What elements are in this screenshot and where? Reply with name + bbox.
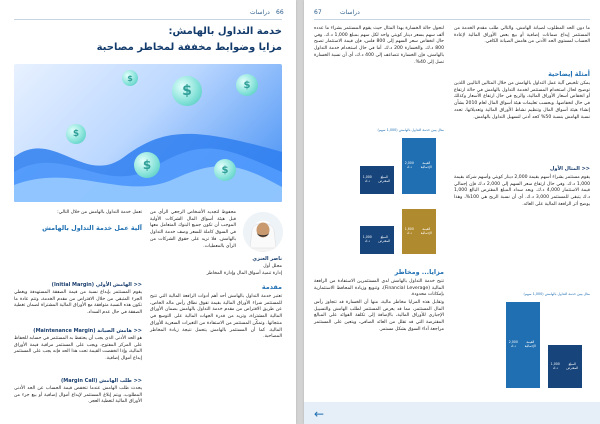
chart-bar — [402, 209, 436, 254]
bullet-initial-margin-text: يقوم المستثمر بإيداع نسبة من قيمة الصفقة المستهدفة ويغطي الجزء المتبقي من خلال الاقتراض من مقدم الخدمة، وتتم عادة ما تكون هذه النسبة متوافقة مع الأوراق المالية المشتراة لضمان تغطية الصفقة في حال عدم السداد. — [14, 290, 142, 316]
chart-bar-sublabel: القيمة الإجمالية — [420, 161, 432, 169]
chart-bar — [548, 345, 582, 388]
advantages-heading: مزايا... ومخاطر — [394, 268, 444, 276]
abstract-text-cont: تعمل خدمة التداول بالهامش من خلال التالي: — [57, 210, 142, 215]
chart-example-middle — [314, 196, 444, 256]
coin-icon: $ — [214, 159, 236, 181]
chart-bar — [506, 302, 540, 388]
abstract-text: محفوظ لتجديد الأشخاص الرجعي الرأي من قبل هيئة أسواق المال الشركات الأولية الموجب أن تكون جميع البنوك المتعامل معها في السوق كاملة للسعر وصف خدمة التداول بالهامش. فلا تزيد على حقوق الشركات من الرأي بالمعطيات. — [150, 210, 236, 249]
chart-bar-label: 2,000 د.ك — [404, 161, 414, 169]
chart-example-top — [314, 136, 444, 196]
chart-bar-sublabel: القيمة الإجمالية — [524, 340, 536, 348]
bullet-initial-margin: << الهامش الأولي (Initial Margin) — [51, 282, 142, 288]
bullet-maintenance-margin: << هامش الصيانة (Maintenance Margin) — [33, 328, 142, 334]
chart-bar-label: 1,000 د.ك — [362, 235, 372, 243]
chart-bar-label: 1,000 د.ك — [550, 361, 560, 370]
chart-bar — [402, 138, 436, 194]
coin-icon: $ — [236, 74, 258, 96]
col-right-top-text: ما دون الحد المطلوب لصيانة الهامش، والتالي طلب مقدم الخدمة من المستثمر إيداع ضمانات إضافية أو بيع بعض الأوراق المالية لإعادة الحساب لمستوى الحد الأدنى من هامش الصيانة الكافي. — [454, 26, 590, 45]
chart-top-title: مثال يبين خدمة التداول بالهامش (1,000 سهم) — [377, 128, 444, 132]
chart-bottom-title: مثال يبين خدمة التداول بالهامش (1,000 سهم) — [523, 292, 590, 296]
bullet-margin-call: << طلب الهامش (Margin Call) — [60, 378, 142, 384]
chart-bar — [360, 226, 394, 254]
page-header-title: دراسات — [250, 9, 270, 16]
examples-text: يمكن تلخيص آلية عمل التداول بالهامش من خلال المثالين التاليين اللذين توضيح لحال استخدام المستثمر لخدمة التداول بالهامش في حالة ارتفاع أو انخفاض أسعار الأوراق المالية، والربح في حال ارتفاع الأسعار وكذلك في حال انخفاضها. وبحسب تعليمات هيئة أسواق المال لعام 2010 بشأن إنشاء هيئة أسواق المال وتنظيم نشاط الأوراق المالية وتعديلاتها، تحدد نسبة الهامش بنسبة 50% كحد أدنى لتسهيل التداول بالهامش. — [454, 81, 590, 120]
advantages-text: وتقابل هذه المزايا مخاطر مالية، منها أن الخسارة قد تتجاوز رأس المال المستثمر، مما قد يعرض المستثمر لطلب الهامش والتسييل الإجباري للأوراق المالية، بالإضافة إلى تكلفة الفوائد على المبالغ المقترضة التي قد تقلل من العائد الصافي، ويتعين على المستثمر مراجعة أداء السوق بشكل مستمر. — [314, 300, 444, 332]
author-department: إدارة تنمية أسواق المال وإدارة المخاطر — [206, 271, 282, 276]
intro-heading: مقدمة — [261, 283, 282, 291]
mechanism-heading: آلية عمل خدمة التداول بالهامش — [42, 224, 142, 232]
chart-bar-sublabel: المبلغ المقترض — [378, 175, 391, 183]
coin-icon: $ — [66, 124, 86, 144]
advantages-intro: تتيح خدمة التداول بالهامش لدى المستثمرين الاستفادة من الرافعة المالية (Financial Leverage)، وتنويع وزيادة المحافظ الاستثمارية بإمكانات محدودة. — [314, 279, 445, 298]
examples-heading: أمثلة إيضاحية — [548, 70, 590, 78]
right-page — [304, 0, 600, 424]
chart-bar-sublabel: المبلغ المقترض — [566, 361, 579, 370]
chart-example-bottom — [454, 300, 590, 390]
author-title: محلل أول — [263, 264, 282, 269]
chart-bar — [360, 166, 394, 194]
author-avatar — [243, 212, 283, 252]
example1-heading: << المثال الأول — [550, 166, 590, 172]
chart-bar-label: 1,000 د.ك — [362, 175, 372, 183]
intro-text: تعتبر خدمة التداول بالهامش أحد أهم أدوات الرافعة المالية التي تتيح للمستثمر شراء الأوراق المالية بقيمة تفوق نطاق رأس ماله الخاص، عن طريق الاقتراض من مقدم خدمة التداول بالهامش بضمان الأوراق المالية المشتراة، وتزيد من قدرة الجهات المالية على التوسع في منتجاتها. وتمكّن المستثمر من الاستفادة من التغيرات السعرية للأوراق المالية. كما أن المستثمر بالهامش يتحمل نتيجة زيادة المخاطر المصاحبة. — [150, 294, 282, 340]
chart-bar-label: 1,600 د.ك — [404, 226, 414, 235]
chart-bar-label: 2,000 د.ك — [508, 340, 518, 348]
coin-icon: $ — [172, 76, 202, 106]
header-divider — [14, 19, 282, 20]
hero-illustration — [14, 64, 282, 202]
bullet-maintenance-margin-text: هو الحد الأدنى الذي يجب أن يحتفظ به المستثمر في حسابه للحفاظ على المركز المفتوح، ويجب على المستثمر مراقبة قيمة الأوراق المالية، وإذا انخفضت القيمة تحت هذا الحد فإنه يجب على المستثمر إيداع أموال إضافية. — [14, 336, 142, 362]
page-number: 67 — [314, 9, 322, 16]
coin-icon: $ — [122, 70, 138, 86]
footer-bar — [304, 402, 600, 424]
chart-bar-sublabel: القيمة الإجمالية — [420, 226, 432, 235]
author-name: ناصر العنزي — [252, 256, 282, 262]
bullet-margin-call-text: يحدث طلب الهامش عندما تنخفض قيمة الحساب عن الحد الأدنى المطلوب، ويتم إبلاغ المستثمر لإيداع أموال إضافية أو بيع جزء من الأوراق المالية لتغطية العجز. — [14, 386, 142, 405]
coin-icon: $ — [134, 152, 160, 178]
example1-text: يقوم مستثمر بشراء أسهم بقيمة 2,000 دينار كويتي وأسهم شركة بقيمة 1,000 د.ك. وفي حال ارتفاع سعر السهم إلى 2,000 د.ك فإن إجمالي قيمة الاستثمار 4,000 د.ك. وبعد سداد المبلغ المقترض البالغ 1,000 د.ك يتبقى للمستثمر 3,000 د.ك. أي أن نسبة الربح هي 100%، وهذا يوضح أثر الرافعة المالية على العائد. — [454, 175, 591, 207]
chart-bar-sublabel: المبلغ المقترض — [378, 235, 391, 243]
header-divider — [314, 19, 590, 20]
col-left-top-text: لنحول حالة الخسارة بهذا المثال حيث يقوم المستثمر بشراء ما عدده ألف سهم بسعر دينار كويتي واحد لكل سهم بمبلغ 1,000 د.ك. وفي حال انخفاض سعر السهم إلى 800 فلس، فإن قيمة الاستثمار تصبح 800 د.ك. والخسارة 200 د.ك. أما في حال استخدام خدمة التداول بالهامش، فإن الخسارة تتضاعف إلى 400 د.ك، أي أن نسبة الخسارة تصل إلى 40%. — [314, 26, 445, 65]
article-title-line1: خدمة التداول بالهامش: — [168, 26, 282, 37]
page-number: 66 — [276, 9, 284, 16]
article-title-line2: مزايا وضوابط مخففة لمخاطر مصاحبة — [96, 42, 282, 53]
left-page — [0, 0, 296, 424]
person-icon — [243, 212, 283, 252]
arrow-left-icon[interactable]: ← — [314, 407, 325, 421]
page-header-title: دراسات — [340, 9, 360, 16]
